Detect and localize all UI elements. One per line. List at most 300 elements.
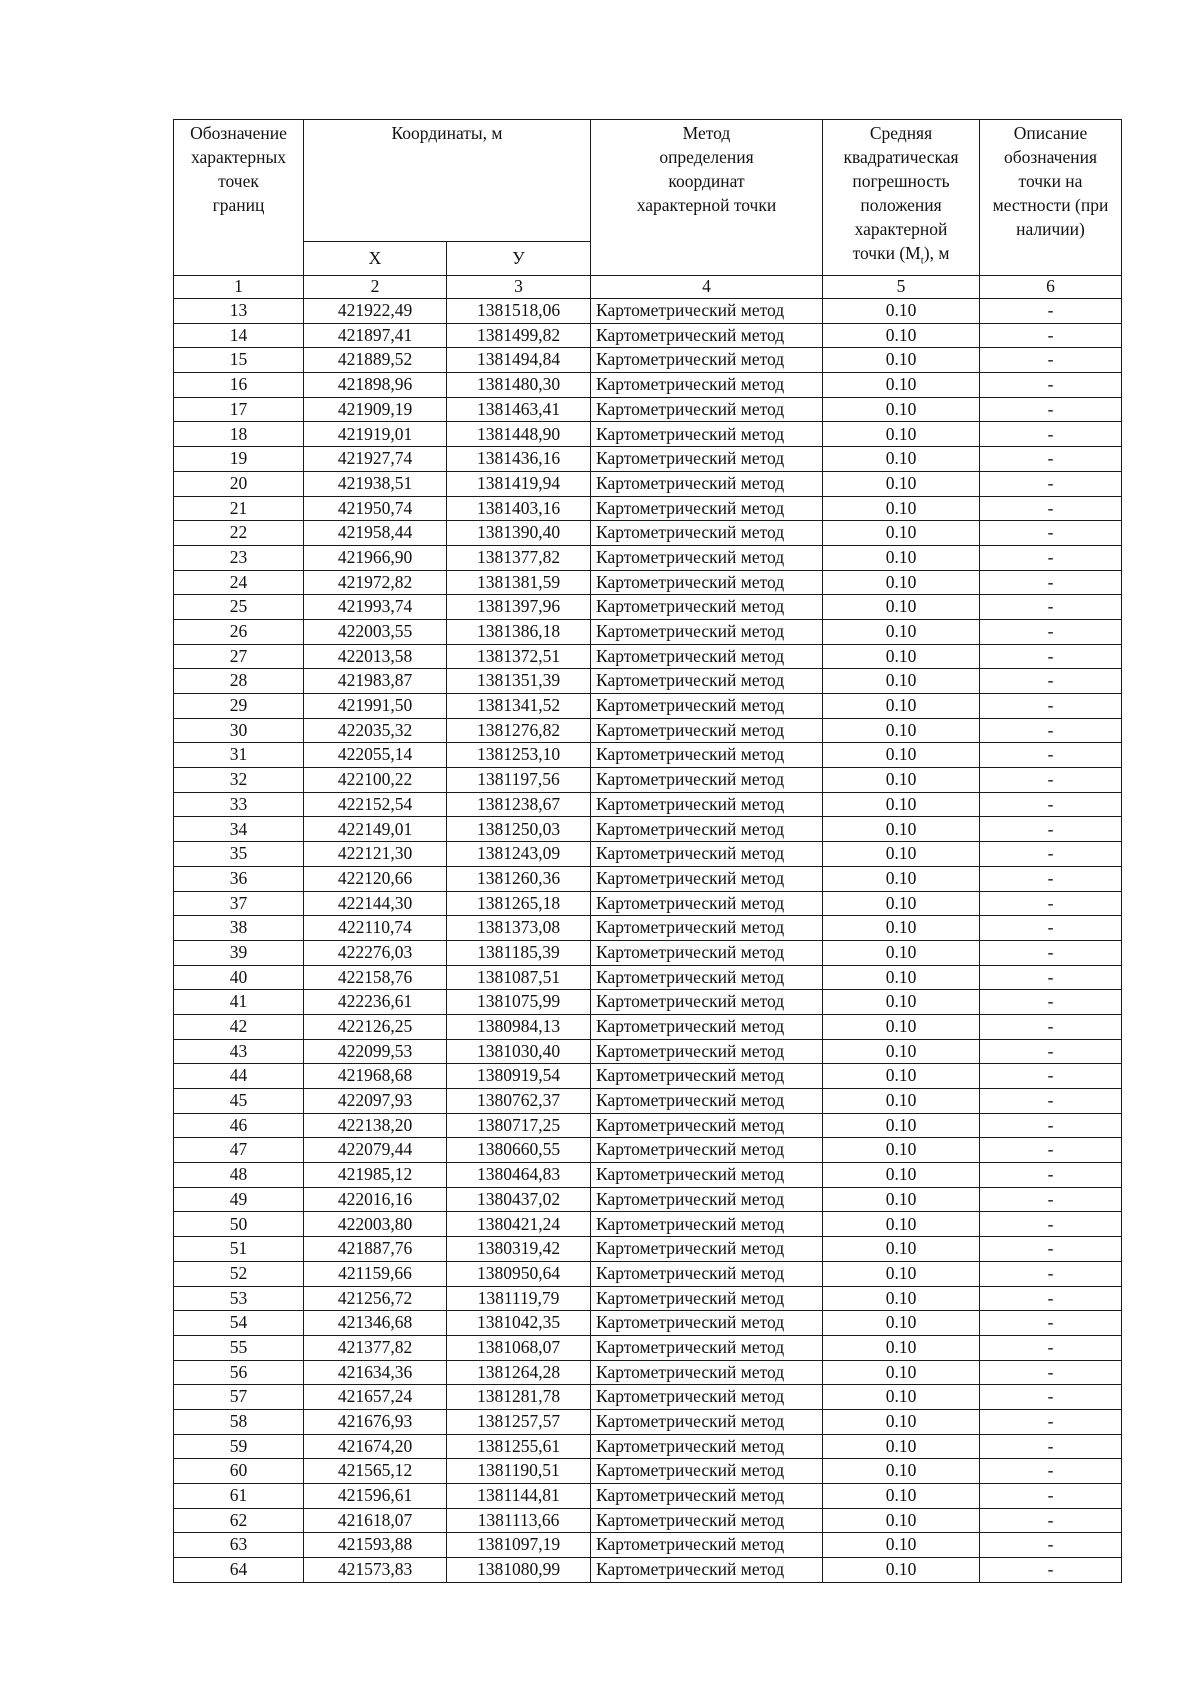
error-cell: 0.10 xyxy=(823,669,980,694)
y-coordinate-cell: 1381377,82 xyxy=(447,545,591,570)
point-number-cell: 13 xyxy=(174,299,304,324)
description-cell: - xyxy=(980,348,1122,373)
boundary-points-table xyxy=(173,119,1122,1583)
table-row xyxy=(174,422,1122,447)
error-cell: 0.10 xyxy=(823,1089,980,1114)
y-coordinate-cell: 1381264,28 xyxy=(447,1360,591,1385)
x-coordinate-cell: 421927,74 xyxy=(304,447,447,472)
table-row xyxy=(174,1113,1122,1138)
method-cell: Картометрический метод xyxy=(591,1039,823,1064)
table-row xyxy=(174,866,1122,891)
y-coordinate-cell: 1381144,81 xyxy=(447,1484,591,1509)
x-coordinate-cell: 422121,30 xyxy=(304,842,447,867)
y-coordinate-cell: 1380762,37 xyxy=(447,1089,591,1114)
point-number-cell: 33 xyxy=(174,792,304,817)
description-cell: - xyxy=(980,595,1122,620)
column-number: 4 xyxy=(591,276,823,299)
y-coordinate-cell: 1381255,61 xyxy=(447,1434,591,1459)
description-cell: - xyxy=(980,619,1122,644)
error-cell: 0.10 xyxy=(823,1360,980,1385)
description-cell: - xyxy=(980,1335,1122,1360)
x-coordinate-cell: 422055,14 xyxy=(304,743,447,768)
x-coordinate-cell: 421985,12 xyxy=(304,1163,447,1188)
error-cell: 0.10 xyxy=(823,1014,980,1039)
table-row xyxy=(174,1360,1122,1385)
x-coordinate-cell: 421676,93 xyxy=(304,1409,447,1434)
error-cell: 0.10 xyxy=(823,1064,980,1089)
table-row xyxy=(174,1039,1122,1064)
method-cell: Картометрический метод xyxy=(591,1089,823,1114)
method-cell: Картометрический метод xyxy=(591,422,823,447)
error-cell: 0.10 xyxy=(823,1286,980,1311)
method-cell: Картометрический метод xyxy=(591,545,823,570)
description-cell: - xyxy=(980,891,1122,916)
description-cell: - xyxy=(980,521,1122,546)
y-coordinate-cell: 1381480,30 xyxy=(447,373,591,398)
table-row xyxy=(174,792,1122,817)
point-number-cell: 51 xyxy=(174,1237,304,1262)
table-row xyxy=(174,1508,1122,1533)
method-cell: Картометрический метод xyxy=(591,1385,823,1410)
error-cell: 0.10 xyxy=(823,1434,980,1459)
description-cell: - xyxy=(980,743,1122,768)
point-number-cell: 31 xyxy=(174,743,304,768)
method-cell: Картометрический метод xyxy=(591,1409,823,1434)
error-cell: 0.10 xyxy=(823,1311,980,1336)
error-cell: 0.10 xyxy=(823,1533,980,1558)
error-cell: 0.10 xyxy=(823,1335,980,1360)
x-coordinate-cell: 421966,90 xyxy=(304,545,447,570)
y-coordinate-cell: 1381381,59 xyxy=(447,570,591,595)
method-cell: Картометрический метод xyxy=(591,299,823,324)
table-body xyxy=(174,299,1122,1583)
table-row xyxy=(174,1163,1122,1188)
method-cell: Картометрический метод xyxy=(591,1187,823,1212)
point-number-cell: 46 xyxy=(174,1113,304,1138)
x-coordinate-cell: 421593,88 xyxy=(304,1533,447,1558)
description-cell: - xyxy=(980,299,1122,324)
table-row xyxy=(174,1138,1122,1163)
error-cell: 0.10 xyxy=(823,817,980,842)
x-coordinate-cell: 421983,87 xyxy=(304,669,447,694)
point-number-cell: 35 xyxy=(174,842,304,867)
table-row xyxy=(174,1335,1122,1360)
point-number-cell: 28 xyxy=(174,669,304,694)
method-cell: Картометрический метод xyxy=(591,1237,823,1262)
error-cell: 0.10 xyxy=(823,1385,980,1410)
y-coordinate-cell: 1381373,08 xyxy=(447,916,591,941)
description-cell: - xyxy=(980,1261,1122,1286)
method-cell: Картометрический метод xyxy=(591,1434,823,1459)
table-row xyxy=(174,619,1122,644)
x-coordinate-cell: 421346,68 xyxy=(304,1311,447,1336)
description-cell: - xyxy=(980,1039,1122,1064)
error-cell: 0.10 xyxy=(823,842,980,867)
method-cell: Картометрический метод xyxy=(591,644,823,669)
table-row xyxy=(174,1459,1122,1484)
description-cell: - xyxy=(980,1014,1122,1039)
point-number-cell: 53 xyxy=(174,1286,304,1311)
method-cell: Картометрический метод xyxy=(591,916,823,941)
header-point-designation: Обозначение характерных точек границ xyxy=(174,120,304,276)
error-cell: 0.10 xyxy=(823,743,980,768)
y-coordinate-cell: 1381080,99 xyxy=(447,1558,591,1583)
description-cell: - xyxy=(980,866,1122,891)
x-coordinate-cell: 421889,52 xyxy=(304,348,447,373)
point-number-cell: 19 xyxy=(174,447,304,472)
description-cell: - xyxy=(980,323,1122,348)
y-coordinate-cell: 1381351,39 xyxy=(447,669,591,694)
table-row xyxy=(174,595,1122,620)
y-coordinate-cell: 1380984,13 xyxy=(447,1014,591,1039)
table-row xyxy=(174,1533,1122,1558)
method-cell: Картометрический метод xyxy=(591,373,823,398)
point-number-cell: 22 xyxy=(174,521,304,546)
table-row xyxy=(174,817,1122,842)
error-cell: 0.10 xyxy=(823,916,980,941)
table-row xyxy=(174,471,1122,496)
description-cell: - xyxy=(980,694,1122,719)
y-coordinate-cell: 1380660,55 xyxy=(447,1138,591,1163)
x-coordinate-cell: 422110,74 xyxy=(304,916,447,941)
method-cell: Картометрический метод xyxy=(591,940,823,965)
x-coordinate-cell: 421972,82 xyxy=(304,570,447,595)
header-x: Х xyxy=(304,242,447,276)
description-cell: - xyxy=(980,1089,1122,1114)
method-cell: Картометрический метод xyxy=(591,792,823,817)
x-coordinate-cell: 421377,82 xyxy=(304,1335,447,1360)
y-coordinate-cell: 1381119,79 xyxy=(447,1286,591,1311)
point-number-cell: 50 xyxy=(174,1212,304,1237)
error-cell: 0.10 xyxy=(823,718,980,743)
table-row xyxy=(174,1434,1122,1459)
column-number: 1 xyxy=(174,276,304,299)
point-number-cell: 36 xyxy=(174,866,304,891)
header-point-description: Описание обозначения точки на местности (при наличии) xyxy=(980,120,1122,276)
table-row xyxy=(174,718,1122,743)
error-cell: 0.10 xyxy=(823,1409,980,1434)
description-cell: - xyxy=(980,817,1122,842)
x-coordinate-cell: 421909,19 xyxy=(304,397,447,422)
description-cell: - xyxy=(980,1484,1122,1509)
point-number-cell: 34 xyxy=(174,817,304,842)
description-cell: - xyxy=(980,940,1122,965)
x-coordinate-cell: 421634,36 xyxy=(304,1360,447,1385)
point-number-cell: 54 xyxy=(174,1311,304,1336)
x-coordinate-cell: 421565,12 xyxy=(304,1459,447,1484)
y-coordinate-cell: 1381276,82 xyxy=(447,718,591,743)
description-cell: - xyxy=(980,768,1122,793)
description-cell: - xyxy=(980,1409,1122,1434)
x-coordinate-cell: 422099,53 xyxy=(304,1039,447,1064)
point-number-cell: 17 xyxy=(174,397,304,422)
table-row xyxy=(174,521,1122,546)
table-row xyxy=(174,669,1122,694)
column-number: 3 xyxy=(447,276,591,299)
table-row xyxy=(174,1484,1122,1509)
table-row xyxy=(174,1409,1122,1434)
error-cell: 0.10 xyxy=(823,1508,980,1533)
point-number-cell: 43 xyxy=(174,1039,304,1064)
point-number-cell: 27 xyxy=(174,644,304,669)
description-cell: - xyxy=(980,496,1122,521)
method-cell: Картометрический метод xyxy=(591,842,823,867)
table-row xyxy=(174,1558,1122,1583)
description-cell: - xyxy=(980,545,1122,570)
method-cell: Картометрический метод xyxy=(591,1459,823,1484)
x-coordinate-cell: 421922,49 xyxy=(304,299,447,324)
error-cell: 0.10 xyxy=(823,768,980,793)
description-cell: - xyxy=(980,990,1122,1015)
y-coordinate-cell: 1381518,06 xyxy=(447,299,591,324)
error-cell: 0.10 xyxy=(823,792,980,817)
x-coordinate-cell: 422276,03 xyxy=(304,940,447,965)
y-coordinate-cell: 1381087,51 xyxy=(447,965,591,990)
method-cell: Картометрический метод xyxy=(591,397,823,422)
table-row xyxy=(174,496,1122,521)
table-row xyxy=(174,768,1122,793)
description-cell: - xyxy=(980,397,1122,422)
method-cell: Картометрический метод xyxy=(591,471,823,496)
table-row xyxy=(174,373,1122,398)
error-cell: 0.10 xyxy=(823,1212,980,1237)
point-number-cell: 38 xyxy=(174,916,304,941)
description-cell: - xyxy=(980,1508,1122,1533)
description-cell: - xyxy=(980,644,1122,669)
header-method: Метод определения координат характерной точки xyxy=(591,120,823,276)
y-coordinate-cell: 1381463,41 xyxy=(447,397,591,422)
description-cell: - xyxy=(980,792,1122,817)
error-cell: 0.10 xyxy=(823,619,980,644)
error-cell: 0.10 xyxy=(823,866,980,891)
x-coordinate-cell: 421968,68 xyxy=(304,1064,447,1089)
description-cell: - xyxy=(980,1286,1122,1311)
point-number-cell: 59 xyxy=(174,1434,304,1459)
point-number-cell: 63 xyxy=(174,1533,304,1558)
description-cell: - xyxy=(980,1064,1122,1089)
x-coordinate-cell: 421938,51 xyxy=(304,471,447,496)
description-cell: - xyxy=(980,718,1122,743)
error-cell: 0.10 xyxy=(823,595,980,620)
point-number-cell: 47 xyxy=(174,1138,304,1163)
table-row xyxy=(174,891,1122,916)
point-number-cell: 62 xyxy=(174,1508,304,1533)
description-cell: - xyxy=(980,916,1122,941)
x-coordinate-cell: 422149,01 xyxy=(304,817,447,842)
error-cell: 0.10 xyxy=(823,940,980,965)
header-coordinates: Координаты, м xyxy=(304,120,591,242)
x-coordinate-cell: 422003,80 xyxy=(304,1212,447,1237)
description-cell: - xyxy=(980,965,1122,990)
point-number-cell: 61 xyxy=(174,1484,304,1509)
error-cell: 0.10 xyxy=(823,1459,980,1484)
column-number: 5 xyxy=(823,276,980,299)
error-cell: 0.10 xyxy=(823,965,980,990)
y-coordinate-cell: 1381281,78 xyxy=(447,1385,591,1410)
error-cell: 0.10 xyxy=(823,1187,980,1212)
x-coordinate-cell: 421573,83 xyxy=(304,1558,447,1583)
y-coordinate-cell: 1381448,90 xyxy=(447,422,591,447)
point-number-cell: 15 xyxy=(174,348,304,373)
description-cell: - xyxy=(980,471,1122,496)
column-number-row xyxy=(174,276,1122,299)
description-cell: - xyxy=(980,1311,1122,1336)
point-number-cell: 39 xyxy=(174,940,304,965)
description-cell: - xyxy=(980,1558,1122,1583)
y-coordinate-cell: 1381113,66 xyxy=(447,1508,591,1533)
method-cell: Картометрический метод xyxy=(591,718,823,743)
method-cell: Картометрический метод xyxy=(591,1212,823,1237)
method-cell: Картометрический метод xyxy=(591,521,823,546)
y-coordinate-cell: 1381042,35 xyxy=(447,1311,591,1336)
y-coordinate-cell: 1381403,16 xyxy=(447,496,591,521)
error-cell: 0.10 xyxy=(823,694,980,719)
method-cell: Картометрический метод xyxy=(591,447,823,472)
x-coordinate-cell: 421898,96 xyxy=(304,373,447,398)
description-cell: - xyxy=(980,1237,1122,1262)
header-y: У xyxy=(447,242,591,276)
method-cell: Картометрический метод xyxy=(591,891,823,916)
description-cell: - xyxy=(980,1533,1122,1558)
y-coordinate-cell: 1381499,82 xyxy=(447,323,591,348)
point-number-cell: 32 xyxy=(174,768,304,793)
x-coordinate-cell: 422152,54 xyxy=(304,792,447,817)
y-coordinate-cell: 1381436,16 xyxy=(447,447,591,472)
method-cell: Картометрический метод xyxy=(591,694,823,719)
x-coordinate-cell: 421993,74 xyxy=(304,595,447,620)
method-cell: Картометрический метод xyxy=(591,1286,823,1311)
y-coordinate-cell: 1380717,25 xyxy=(447,1113,591,1138)
table-row xyxy=(174,916,1122,941)
x-coordinate-cell: 422138,20 xyxy=(304,1113,447,1138)
column-number: 6 xyxy=(980,276,1122,299)
point-number-cell: 58 xyxy=(174,1409,304,1434)
y-coordinate-cell: 1381243,09 xyxy=(447,842,591,867)
point-number-cell: 57 xyxy=(174,1385,304,1410)
x-coordinate-cell: 421887,76 xyxy=(304,1237,447,1262)
method-cell: Картометрический метод xyxy=(591,1484,823,1509)
y-coordinate-cell: 1381238,67 xyxy=(447,792,591,817)
x-coordinate-cell: 422016,16 xyxy=(304,1187,447,1212)
x-coordinate-cell: 422079,44 xyxy=(304,1138,447,1163)
point-number-cell: 49 xyxy=(174,1187,304,1212)
description-cell: - xyxy=(980,842,1122,867)
description-cell: - xyxy=(980,447,1122,472)
x-coordinate-cell: 422097,93 xyxy=(304,1089,447,1114)
error-cell: 0.10 xyxy=(823,348,980,373)
y-coordinate-cell: 1381265,18 xyxy=(447,891,591,916)
description-cell: - xyxy=(980,669,1122,694)
y-coordinate-cell: 1381250,03 xyxy=(447,817,591,842)
table-row xyxy=(174,545,1122,570)
description-cell: - xyxy=(980,1163,1122,1188)
error-cell: 0.10 xyxy=(823,1039,980,1064)
table-row xyxy=(174,397,1122,422)
y-coordinate-cell: 1381372,51 xyxy=(447,644,591,669)
method-cell: Картометрический метод xyxy=(591,323,823,348)
point-number-cell: 21 xyxy=(174,496,304,521)
error-cell: 0.10 xyxy=(823,323,980,348)
point-number-cell: 20 xyxy=(174,471,304,496)
method-cell: Картометрический метод xyxy=(591,348,823,373)
x-coordinate-cell: 421674,20 xyxy=(304,1434,447,1459)
y-coordinate-cell: 1380464,83 xyxy=(447,1163,591,1188)
method-cell: Картометрический метод xyxy=(591,1558,823,1583)
x-coordinate-cell: 421991,50 xyxy=(304,694,447,719)
point-number-cell: 37 xyxy=(174,891,304,916)
error-cell: 0.10 xyxy=(823,521,980,546)
y-coordinate-cell: 1381494,84 xyxy=(447,348,591,373)
method-cell: Картометрический метод xyxy=(591,768,823,793)
x-coordinate-cell: 422013,58 xyxy=(304,644,447,669)
table-row xyxy=(174,965,1122,990)
error-cell: 0.10 xyxy=(823,1261,980,1286)
x-coordinate-cell: 421256,72 xyxy=(304,1286,447,1311)
method-cell: Картометрический метод xyxy=(591,496,823,521)
y-coordinate-cell: 1381260,36 xyxy=(447,866,591,891)
method-cell: Картометрический метод xyxy=(591,1261,823,1286)
point-number-cell: 44 xyxy=(174,1064,304,1089)
point-number-cell: 55 xyxy=(174,1335,304,1360)
point-number-cell: 42 xyxy=(174,1014,304,1039)
point-number-cell: 14 xyxy=(174,323,304,348)
description-cell: - xyxy=(980,1385,1122,1410)
method-cell: Картометрический метод xyxy=(591,1113,823,1138)
point-number-cell: 56 xyxy=(174,1360,304,1385)
y-coordinate-cell: 1380437,02 xyxy=(447,1187,591,1212)
error-cell: 0.10 xyxy=(823,299,980,324)
table-row xyxy=(174,570,1122,595)
description-cell: - xyxy=(980,1459,1122,1484)
point-number-cell: 16 xyxy=(174,373,304,398)
method-cell: Картометрический метод xyxy=(591,1533,823,1558)
error-cell: 0.10 xyxy=(823,990,980,1015)
x-coordinate-cell: 422158,76 xyxy=(304,965,447,990)
error-cell: 0.10 xyxy=(823,570,980,595)
error-cell: 0.10 xyxy=(823,496,980,521)
table-row xyxy=(174,940,1122,965)
x-coordinate-cell: 422003,55 xyxy=(304,619,447,644)
description-cell: - xyxy=(980,1360,1122,1385)
table-row xyxy=(174,990,1122,1015)
method-cell: Картометрический метод xyxy=(591,1163,823,1188)
method-cell: Картометрический метод xyxy=(591,619,823,644)
point-number-cell: 24 xyxy=(174,570,304,595)
method-cell: Картометрический метод xyxy=(591,817,823,842)
y-coordinate-cell: 1381253,10 xyxy=(447,743,591,768)
point-number-cell: 52 xyxy=(174,1261,304,1286)
table-row xyxy=(174,743,1122,768)
x-coordinate-cell: 421159,66 xyxy=(304,1261,447,1286)
table-row xyxy=(174,1014,1122,1039)
method-cell: Картометрический метод xyxy=(591,1360,823,1385)
table-row xyxy=(174,1064,1122,1089)
point-number-cell: 41 xyxy=(174,990,304,1015)
point-number-cell: 45 xyxy=(174,1089,304,1114)
x-coordinate-cell: 421958,44 xyxy=(304,521,447,546)
error-cell: 0.10 xyxy=(823,1558,980,1583)
header-mean-square-error: Средняя квадратическая погрешность положения характерной точки $(M_t)$, м xyxy=(823,120,980,276)
method-cell: Картометрический метод xyxy=(591,965,823,990)
method-cell: Картометрический метод xyxy=(591,595,823,620)
y-coordinate-cell: 1381397,96 xyxy=(447,595,591,620)
point-number-cell: 18 xyxy=(174,422,304,447)
method-cell: Картометрический метод xyxy=(591,743,823,768)
table-row xyxy=(174,447,1122,472)
table-row xyxy=(174,1237,1122,1262)
method-cell: Картометрический метод xyxy=(591,990,823,1015)
y-coordinate-cell: 1381185,39 xyxy=(447,940,591,965)
